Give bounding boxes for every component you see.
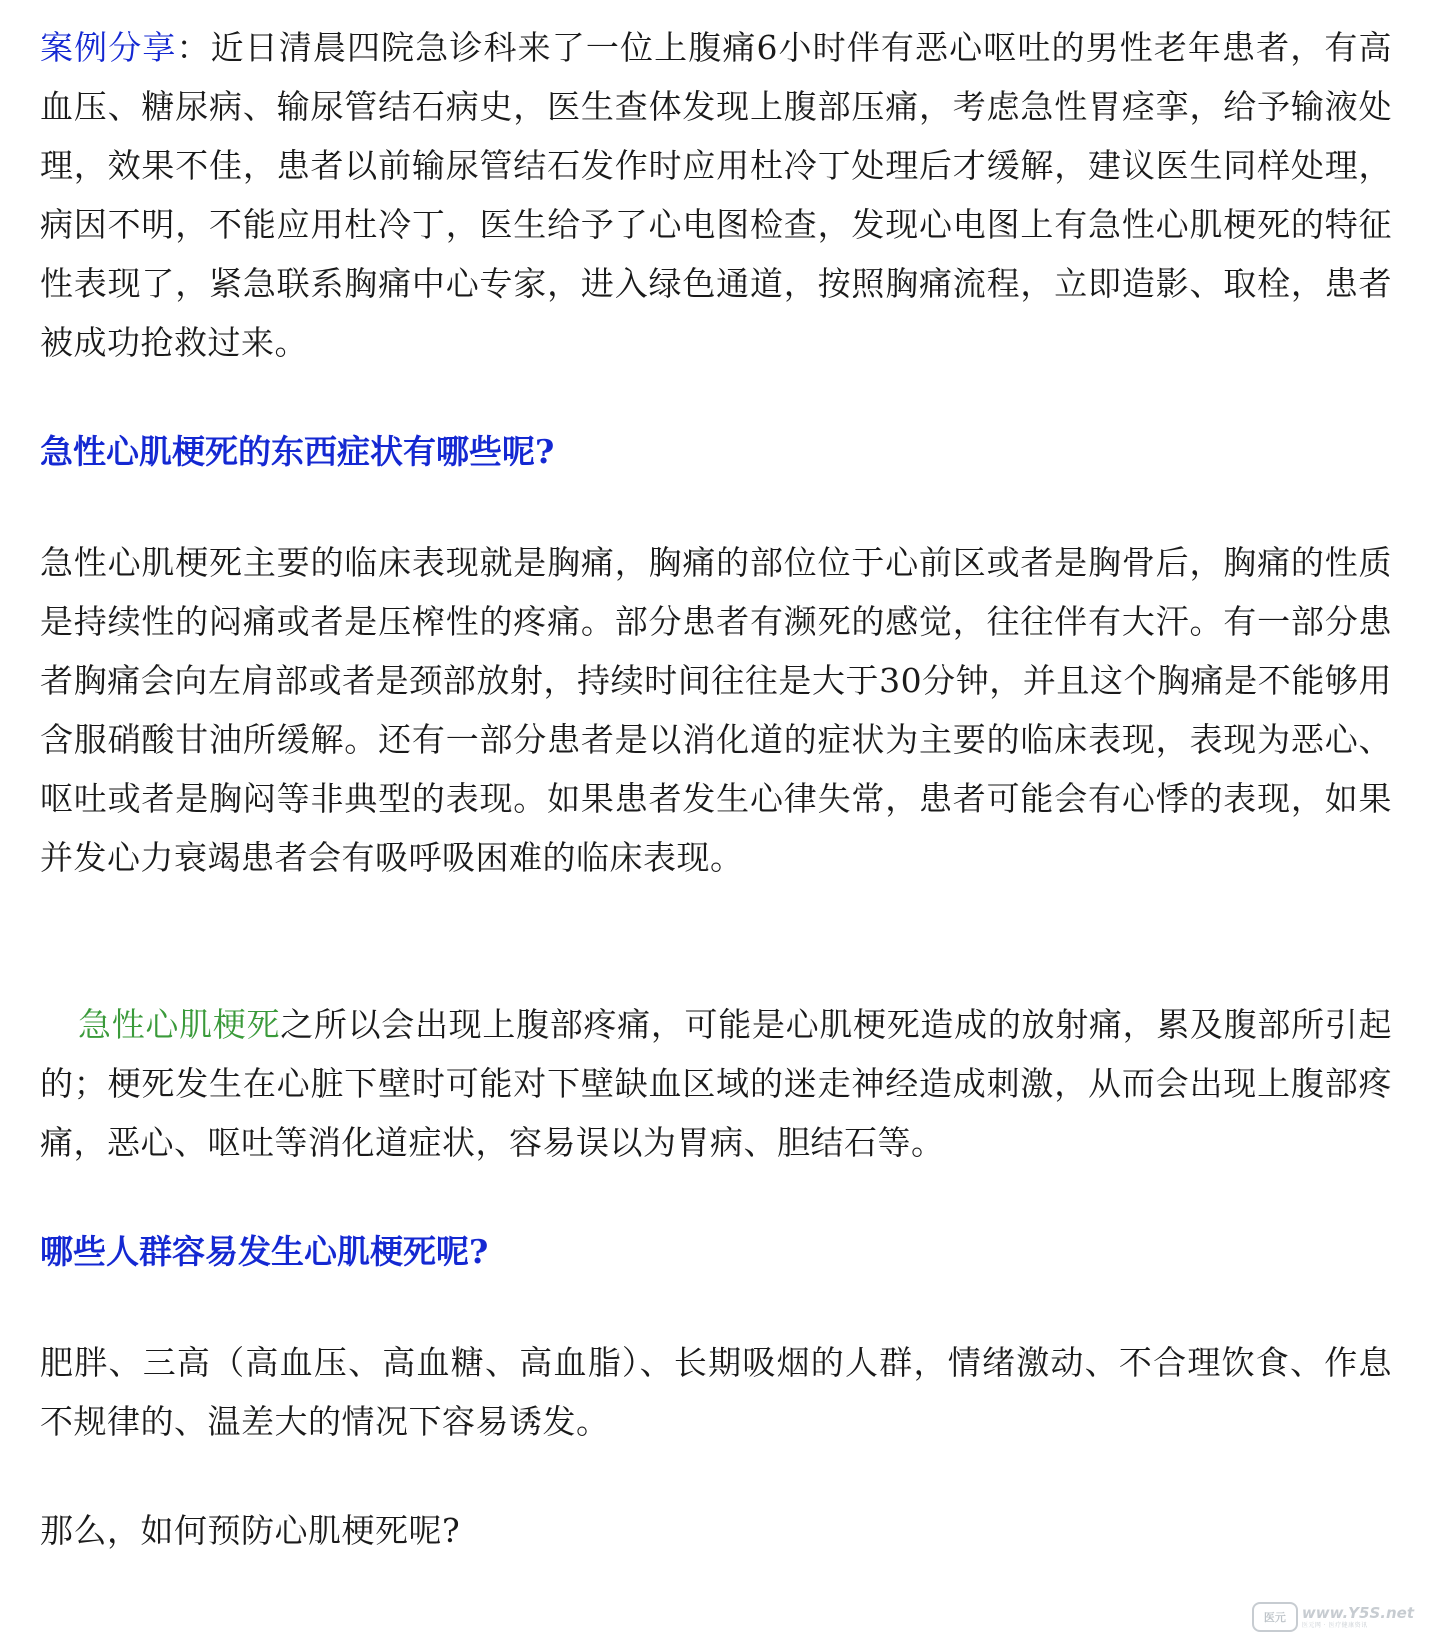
reason-paragraph — [40, 995, 1392, 1172]
case-text: 近日清晨四院急诊科来了一位上腹痛6小时伴有恶心呕吐的男性老年患者，有高血压、糖尿病、输尿管结石病史，医生查体发现上腹部压痛，考虑急性胃痉挛，给予输液处理，效果不佳，患者以前输尿管结石发作时应用杜冷丁处理后才缓解，建议医生同样处理，病因不明，不能应用杜冷丁，医生给予了心电图检查，发现心电图上有急性心肌梗死的特征性表现了，紧急联系胸痛中心专家，进入绿色通道，按照胸痛流程，立即造影、取栓，患者被成功抢救过来。 — [40, 28, 1393, 362]
reason-keyword-link[interactable]: 急性心肌梗死 — [78, 1005, 281, 1044]
watermark-subtitle: 医元网 · 医疗健康资讯 — [1301, 1621, 1368, 1629]
risk-heading: 哪些人群容易发生心肌梗死呢? — [40, 1232, 489, 1271]
case-paragraph — [40, 18, 1392, 372]
watermark-logo-icon: 医元 — [1252, 1602, 1298, 1632]
symptoms-heading: 急性心肌梗死的东西症状有哪些呢? — [40, 432, 555, 471]
risk-paragraph: 肥胖、三高（高血压、高血糖、高血脂）、长期吸烟的人群，情绪激动、不合理饮食、作息不规律的、温差大的情况下容易诱发。 — [40, 1343, 1392, 1441]
reason-text: 之所以会出现上腹部疼痛，可能是心肌梗死造成的放射痛，累及腹部所引起的；梗死发生在心脏下壁时可能对下壁缺血区域的迷走神经造成刺激，从而会出现上腹部疼痛，恶心、呕吐等消化道症状，容易误以为胃病、胆结石等。 — [40, 1005, 1393, 1162]
article-body — [40, 18, 1392, 1560]
watermark-text — [1301, 1603, 1414, 1629]
prevent-paragraph: 那么，如何预防心肌梗死呢? — [40, 1511, 461, 1550]
site-watermark — [1252, 1602, 1414, 1632]
case-colon: ： — [176, 28, 211, 67]
case-label: 案例分享 — [40, 28, 177, 67]
watermark-site: www.Y5S.net — [1301, 1603, 1414, 1622]
symptoms-paragraph: 急性心肌梗死主要的临床表现就是胸痛，胸痛的部位位于心前区或者是胸骨后，胸痛的性质是持续性的闷痛或者是压榨性的疼痛。部分患者有濒死的感觉，往往伴有大汗。有一部分患者胸痛会向左肩部或者是颈部放射，持续时间往往是大于30分钟，并且这个胸痛是不能够用含服硝酸甘油所缓解。还有一部分患者是以消化道的症状为主要的临床表现，表现为恶心、呕吐或者是胸闷等非典型的表现。如果患者发生心律失常，患者可能会有心悸的表现，如果并发心力衰竭患者会有吸呼吸困难的临床表现。 — [40, 543, 1392, 877]
